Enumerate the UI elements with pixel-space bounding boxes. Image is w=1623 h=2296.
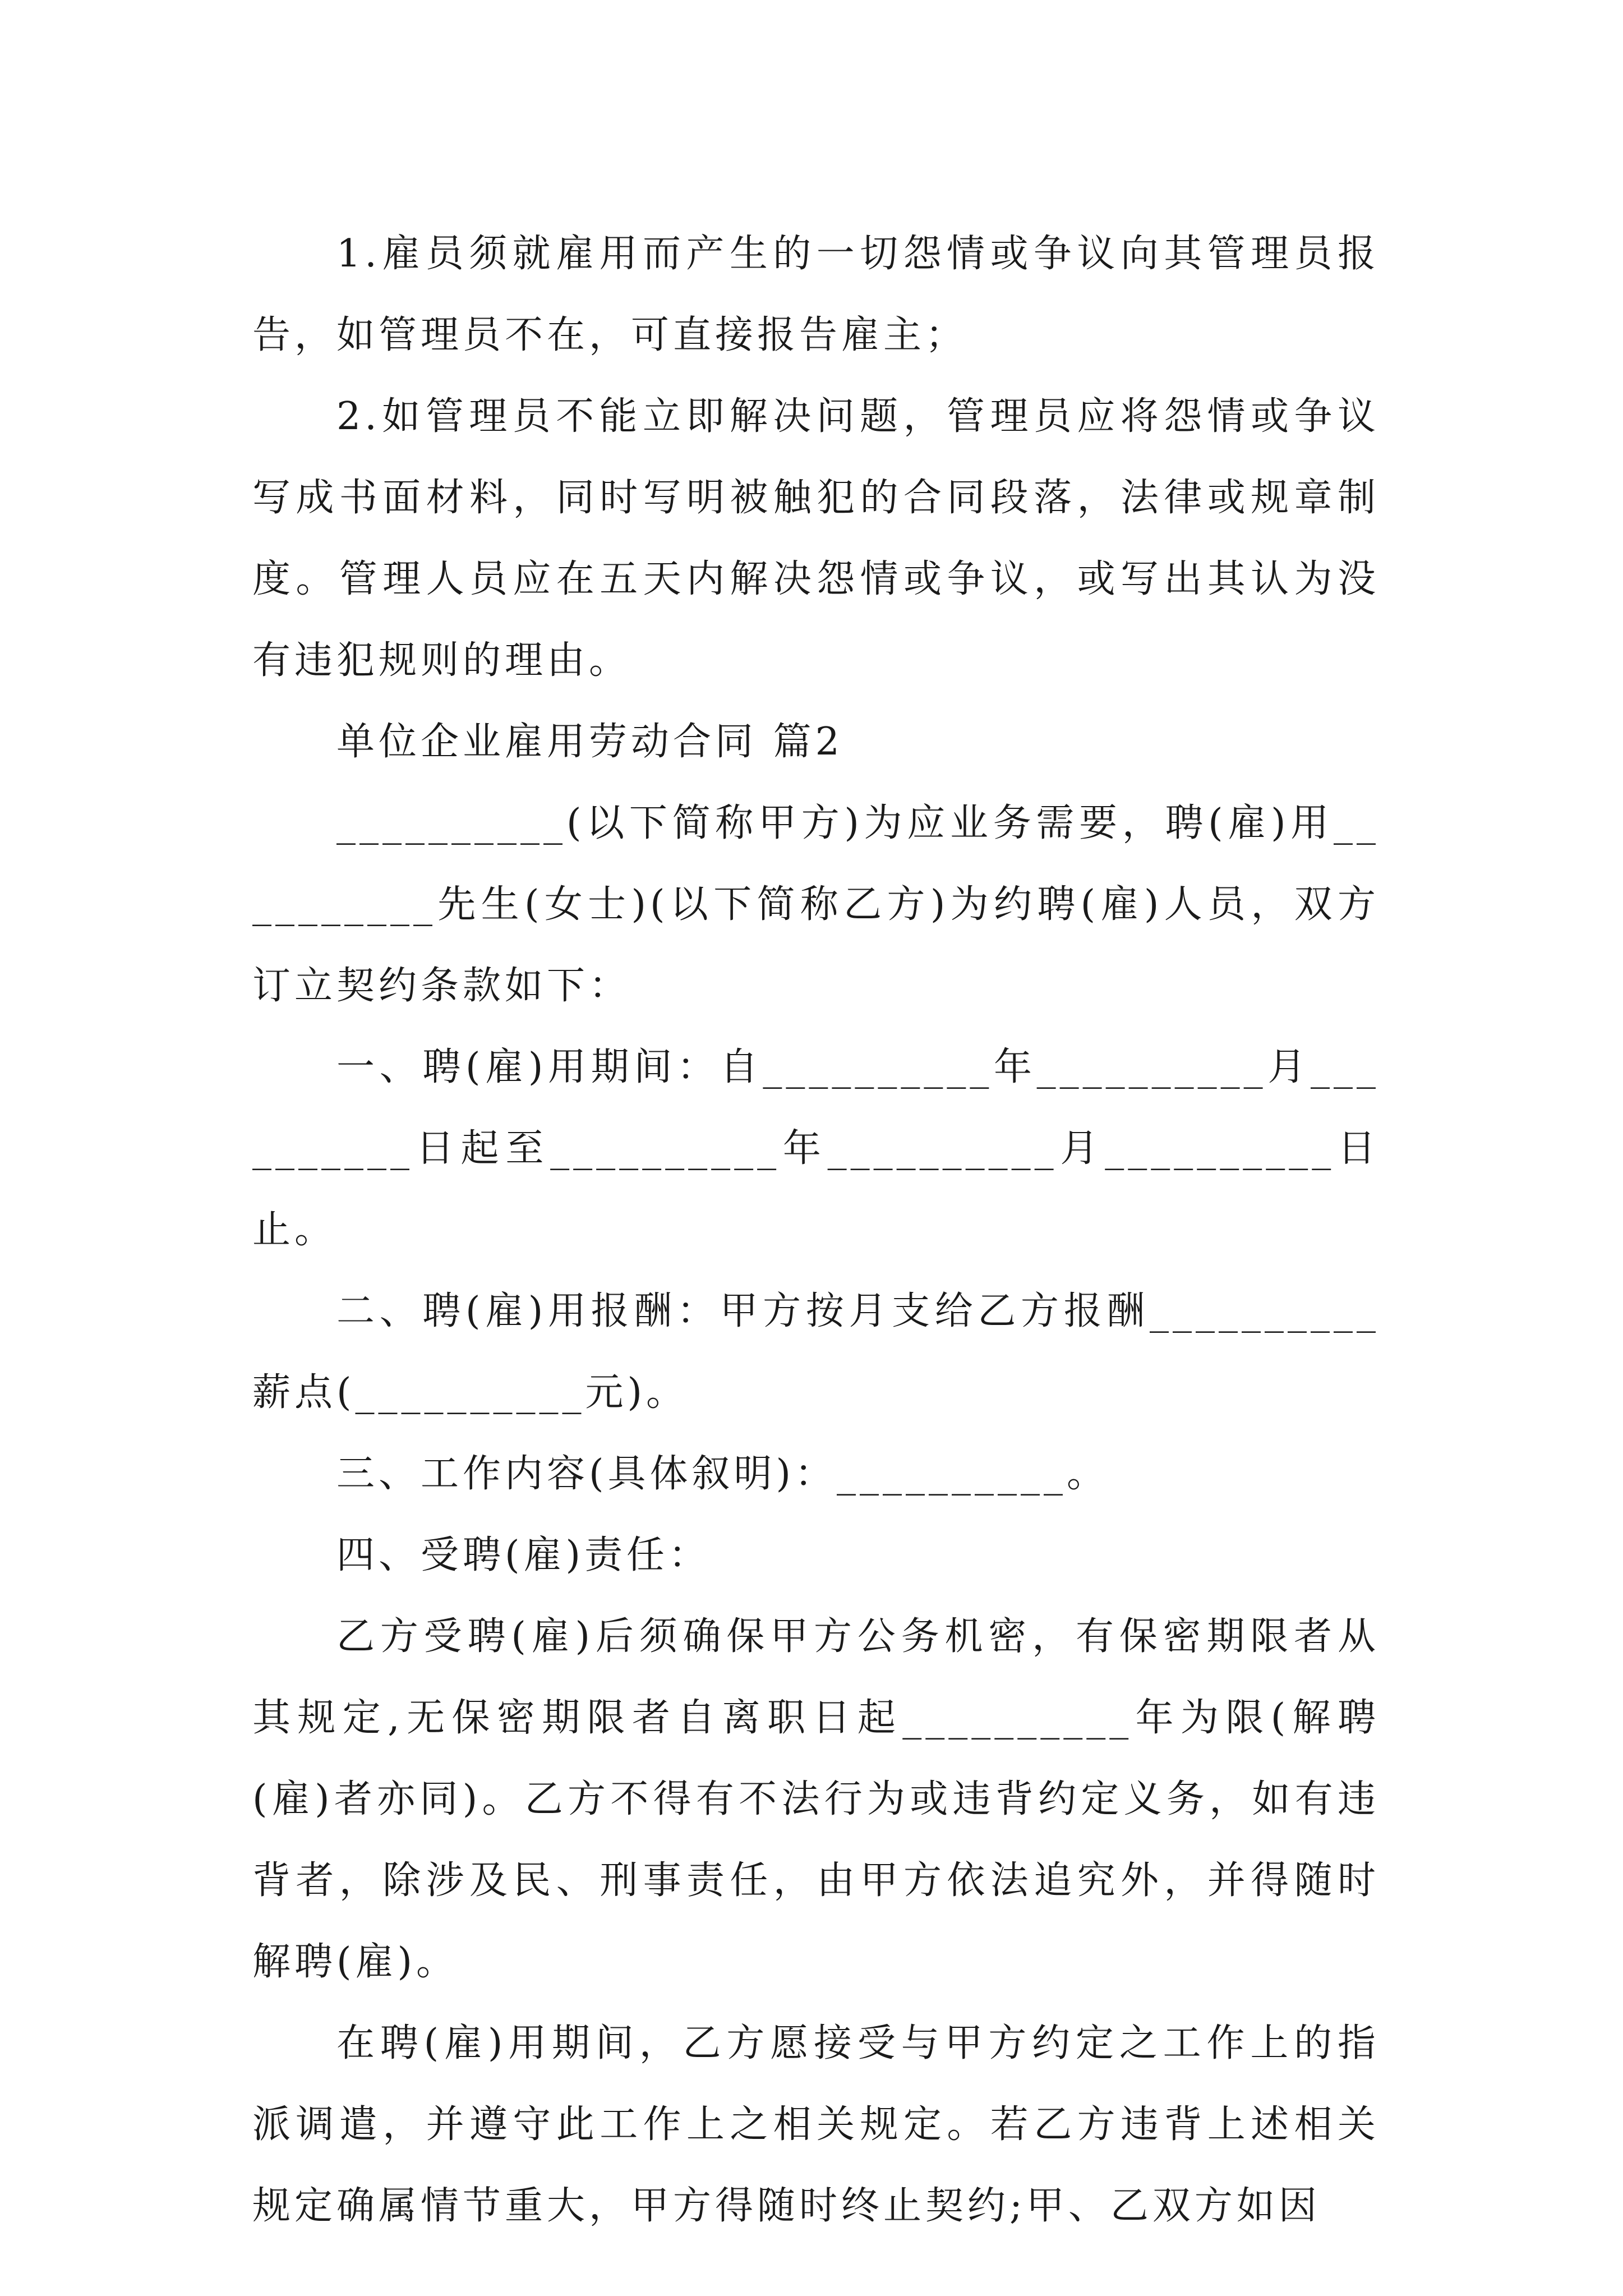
paragraph-parties: __________(以下简称甲方)为应业务需要，聘(雇)用__________先生(女士)(以下简称乙方)为约聘(雇)人员，双方订立契约条款如下： xyxy=(252,801,1380,1008)
paragraph-grievance-report: 1.雇员须就雇用而产生的一切怨情或争议向其管理员报告，如管理员不在，可直接报告雇主； xyxy=(252,232,1380,357)
clause-remuneration: 二、聘(雇)用报酬：甲方按月支给乙方报酬__________薪点(__________元)。 xyxy=(252,1289,1380,1415)
clause-responsibility-title: 四、受聘(雇)责任： xyxy=(336,1533,711,1577)
paragraph-confidentiality: 乙方受聘(雇)后须确保甲方公务机密，有保密期限者从其规定,无保密期限者自离职日起__________年为限(解聘(雇)者亦同)。乙方不得有不法行为或违背约定义务，如有违背者，除涉及民、刑事责任，由甲方依法追究外，并得随时解聘(雇)。 xyxy=(252,1614,1380,1984)
document-body xyxy=(252,213,1380,2247)
section-heading: 单位企业雇用劳动合同 篇2 xyxy=(336,720,843,764)
paragraph-grievance-resolution: 2.如管理员不能立即解决问题，管理员应将怨情或争议写成书面材料，同时写明被触犯的合同段落，法律或规章制度。管理人员应在五天内解决怨情或争议，或写出其认为没有违犯规则的理由。 xyxy=(252,394,1380,683)
paragraph-assignment: 在聘(雇)用期间，乙方愿接受与甲方约定之工作上的指派调遣，并遵守此工作上之相关规定。若乙方违背上述相关规定确属情节重大，甲方得随时终止契约;甲、乙双方如因 xyxy=(252,2021,1380,2228)
clause-employment-period: 一、聘(雇)用期间：自__________年__________月__________日起至__________年__________月__________日止。 xyxy=(252,1045,1380,1252)
clause-work-content: 三、工作内容(具体叙明)：__________。 xyxy=(336,1452,1109,1496)
